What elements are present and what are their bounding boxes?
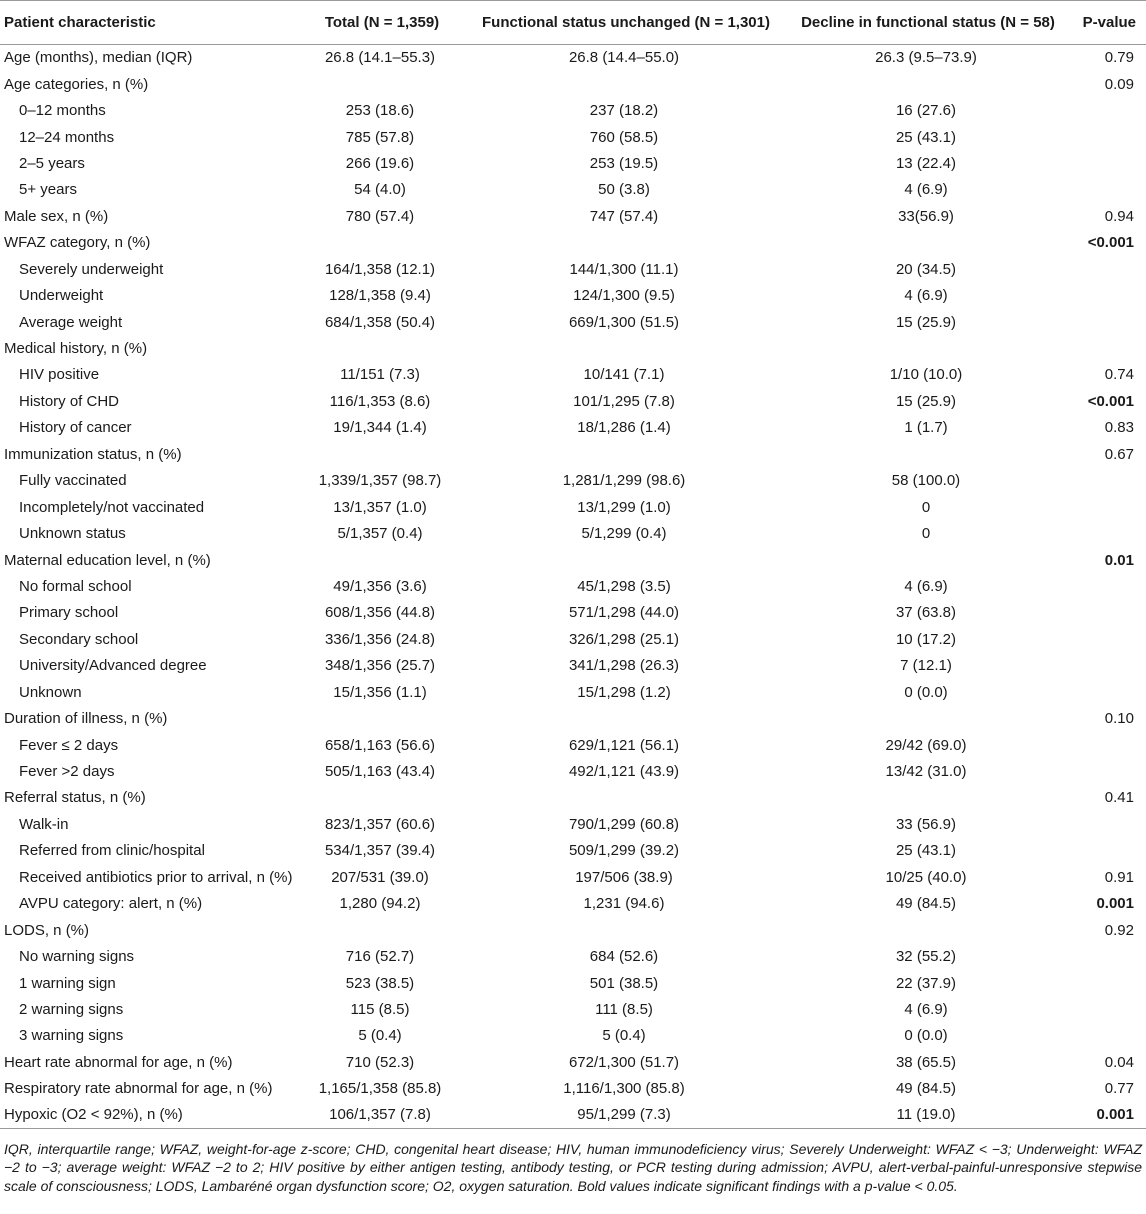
table-row [0, 441, 1146, 467]
cell-unchanged: 501 (38.5) [589, 974, 659, 992]
row-label: 0–12 months [19, 102, 106, 120]
cell-p-value: 0.001 [1096, 895, 1134, 913]
row-label: 2–5 years [19, 154, 85, 172]
table-row [0, 811, 1146, 837]
cell-decline: 4 (6.9) [904, 181, 948, 199]
row-label: No warning signs [19, 948, 135, 966]
table-row [0, 1102, 1146, 1128]
cell-p-value: 0.91 [1104, 868, 1134, 886]
cell-p-value: 0.94 [1104, 207, 1134, 225]
cell-p-value [1064, 626, 1146, 652]
row-label: Duration of illness, n (%) [4, 710, 168, 728]
cell-total [300, 917, 460, 943]
cell-p-value: <0.001 [1087, 392, 1134, 410]
cell-unchanged [460, 705, 788, 731]
cell-total: 523 (38.5) [345, 974, 415, 992]
table-row [0, 838, 1146, 864]
cell-decline: 13/42 (31.0) [885, 763, 967, 781]
table-row [0, 679, 1146, 705]
table-row [0, 282, 1146, 308]
cell-p-value: 0.67 [1104, 445, 1134, 463]
row-label: WFAZ category, n (%) [4, 234, 151, 252]
cell-unchanged: 124/1,300 (9.5) [573, 287, 675, 305]
cell-total: 608/1,356 (44.8) [324, 604, 436, 622]
cell-unchanged [460, 230, 788, 256]
table-row [0, 230, 1146, 256]
cell-unchanged: 669/1,300 (51.5) [568, 313, 680, 331]
row-label: Referred from clinic/hospital [19, 842, 205, 860]
cell-p-value: 0.74 [1104, 366, 1134, 384]
table-row [0, 891, 1146, 917]
table-row [0, 494, 1146, 520]
cell-unchanged: 95/1,299 (7.3) [460, 1102, 788, 1128]
cell-total: 505/1,163 (43.4) [324, 763, 436, 781]
cell-decline: 16 (27.6) [895, 102, 957, 120]
cell-decline: 1 (1.7) [904, 419, 948, 437]
cell-decline: 4 (6.9) [904, 287, 948, 305]
cell-unchanged: 790/1,299 (60.8) [568, 815, 680, 833]
cell-p-value [1064, 996, 1146, 1022]
cell-unchanged: 197/506 (38.9) [575, 868, 673, 886]
cell-decline: 0 (0.0) [904, 1027, 948, 1045]
cell-p-value [1064, 335, 1146, 361]
cell-unchanged [460, 785, 788, 811]
cell-total: 1,339/1,357 (98.7) [318, 472, 442, 490]
row-label: 3 warning signs [19, 1027, 124, 1045]
header-functional-decline: Decline in functional status (N = 58) [788, 1, 1064, 45]
cell-decline [788, 230, 1064, 256]
table-row [0, 600, 1146, 626]
row-label: 5+ years [19, 181, 77, 199]
table-row [0, 1049, 1146, 1075]
cell-p-value: 0.10 [1104, 710, 1134, 728]
row-label: 2 warning signs [19, 1000, 124, 1018]
cell-p-value: 0.79 [1104, 49, 1134, 67]
row-label: Hypoxic (O2 < 92%), n (%) [0, 1102, 300, 1128]
cell-p-value [1064, 282, 1146, 308]
cell-total: 710 (52.3) [345, 1053, 415, 1071]
cell-decline: 4 (6.9) [904, 1000, 948, 1018]
row-label: 1 warning sign [19, 974, 116, 992]
table-row [0, 388, 1146, 414]
cell-decline: 20 (34.5) [895, 260, 957, 278]
cell-decline: 7 (12.1) [900, 657, 952, 675]
cell-p-value [1064, 309, 1146, 335]
cell-decline: 15 (25.9) [895, 313, 957, 331]
cell-p-value: 0.77 [1104, 1080, 1134, 1098]
row-label: Average weight [19, 313, 123, 331]
cell-decline [788, 71, 1064, 97]
table-row [0, 256, 1146, 282]
cell-total: 348/1,356 (25.7) [324, 657, 436, 675]
cell-unchanged: 253 (19.5) [589, 154, 659, 172]
row-label: Walk-in [19, 815, 69, 833]
cell-decline: 0 (0.0) [904, 683, 948, 701]
cell-unchanged: 13/1,299 (1.0) [577, 498, 671, 516]
cell-p-value [1064, 573, 1146, 599]
cell-p-value [1064, 494, 1146, 520]
table-row [0, 864, 1146, 890]
cell-unchanged: 341/1,298 (26.3) [568, 657, 680, 675]
cell-total: 116/1,353 (8.6) [329, 392, 431, 410]
cell-decline: 49 (84.5) [895, 895, 957, 913]
cell-total [300, 705, 460, 731]
cell-total [300, 785, 460, 811]
cell-unchanged [460, 71, 788, 97]
cell-unchanged [460, 917, 788, 943]
cell-total: 115 (8.5) [350, 1000, 410, 1018]
row-label: Respiratory rate abnormal for age, n (%) [4, 1080, 273, 1098]
cell-p-value [1064, 943, 1146, 969]
row-label: Primary school [19, 604, 119, 622]
table-row [0, 705, 1146, 731]
cell-decline: 11 (19.0) [788, 1102, 1064, 1128]
cell-unchanged: 492/1,121 (43.9) [568, 763, 680, 781]
cell-decline: 38 (65.5) [895, 1053, 957, 1071]
header-functional-unchanged: Functional status unchanged (N = 1,301) [460, 1, 788, 45]
cell-decline: 13 (22.4) [895, 154, 957, 172]
cell-unchanged: 672/1,300 (51.7) [568, 1053, 680, 1071]
cell-p-value: 0.83 [1104, 419, 1134, 437]
cell-p-value [1064, 653, 1146, 679]
row-label: Male sex, n (%) [4, 207, 109, 225]
cell-total: 534/1,357 (39.4) [324, 842, 436, 860]
row-label: Referral status, n (%) [4, 789, 146, 807]
cell-p-value [1064, 97, 1146, 123]
cell-p-value [1064, 1023, 1146, 1049]
row-label: Unknown status [19, 525, 126, 543]
cell-total: 780 (57.4) [345, 207, 415, 225]
cell-decline: 25 (43.1) [895, 128, 957, 146]
table-row [0, 468, 1146, 494]
row-label: Underweight [19, 287, 104, 305]
cell-total: 5 (0.4) [358, 1027, 402, 1045]
cell-total: 19/1,344 (1.4) [333, 419, 427, 437]
cell-p-value: 0.41 [1104, 789, 1134, 807]
cell-total [300, 441, 460, 467]
table-row [0, 415, 1146, 441]
cell-decline: 1/10 (10.0) [889, 366, 963, 384]
table-row [0, 309, 1146, 335]
cell-p-value [1064, 256, 1146, 282]
cell-total [300, 230, 460, 256]
table-row [0, 970, 1146, 996]
cell-p-value [1064, 732, 1146, 758]
cell-p-value: 0.001 [1064, 1102, 1146, 1128]
table-row [0, 71, 1146, 97]
cell-unchanged: 5 (0.4) [602, 1027, 646, 1045]
cell-unchanged: 747 (57.4) [589, 207, 659, 225]
cell-decline [788, 917, 1064, 943]
table-row [0, 917, 1146, 943]
cell-total [300, 335, 460, 361]
cell-p-value: <0.001 [1087, 234, 1134, 252]
row-label: Incompletely/not vaccinated [19, 498, 205, 516]
table-row [0, 520, 1146, 546]
cell-unchanged: 18/1,286 (1.4) [577, 419, 671, 437]
table-row [0, 626, 1146, 652]
cell-decline [788, 705, 1064, 731]
cell-unchanged: 1,116/1,300 (85.8) [563, 1080, 685, 1098]
row-label: Fever ≤ 2 days [19, 736, 119, 754]
cell-total: 253 (18.6) [345, 102, 415, 120]
cell-decline: 26.3 (9.5–73.9) [875, 49, 977, 67]
table-row [0, 653, 1146, 679]
row-label: HIV positive [19, 366, 100, 384]
table-row [0, 996, 1146, 1022]
cell-unchanged: 760 (58.5) [589, 128, 659, 146]
row-label: Severely underweight [19, 260, 164, 278]
cell-total: 13/1,357 (1.0) [333, 498, 427, 516]
cell-total: 658/1,163 (56.6) [324, 736, 436, 754]
cell-unchanged: 10/141 (7.1) [583, 366, 665, 384]
cell-total: 106/1,357 (7.8) [300, 1102, 460, 1128]
cell-unchanged [460, 441, 788, 467]
cell-p-value [1064, 468, 1146, 494]
cell-unchanged: 45/1,298 (3.5) [577, 577, 671, 595]
cell-total: 1,280 (94.2) [339, 895, 421, 913]
cell-p-value: 0.92 [1104, 921, 1134, 939]
row-label: AVPU category: alert, n (%) [19, 895, 203, 913]
cell-p-value [1064, 679, 1146, 705]
cell-total: 49/1,356 (3.6) [333, 577, 427, 595]
cell-p-value [1064, 177, 1146, 203]
row-label: Maternal education level, n (%) [4, 551, 211, 569]
table-row [0, 547, 1146, 573]
cell-unchanged: 326/1,298 (25.1) [568, 630, 680, 648]
table-row [0, 150, 1146, 176]
cell-decline [788, 441, 1064, 467]
cell-p-value [1064, 758, 1146, 784]
cell-p-value: 0.01 [1104, 551, 1134, 569]
cell-total: 266 (19.6) [345, 154, 415, 172]
table-row [0, 124, 1146, 150]
cell-decline: 15 (25.9) [895, 392, 957, 410]
cell-decline: 10 (17.2) [895, 630, 957, 648]
cell-p-value: 0.09 [1104, 75, 1134, 93]
cell-p-value [1064, 838, 1146, 864]
cell-unchanged: 629/1,121 (56.1) [568, 736, 680, 754]
table-row [0, 732, 1146, 758]
table-row [0, 573, 1146, 599]
cell-unchanged: 237 (18.2) [589, 102, 659, 120]
cell-total: 128/1,358 (9.4) [329, 287, 431, 305]
cell-total: 684/1,358 (50.4) [324, 313, 436, 331]
header-p-value: P-value [1064, 1, 1146, 45]
row-label: Immunization status, n (%) [4, 445, 182, 463]
table-row [0, 1076, 1146, 1102]
cell-total: 164/1,358 (12.1) [324, 260, 436, 278]
table-row [0, 785, 1146, 811]
cell-total: 336/1,356 (24.8) [324, 630, 436, 648]
cell-decline: 33 (56.9) [895, 815, 957, 833]
cell-unchanged: 1,281/1,299 (98.6) [562, 472, 686, 490]
cell-decline [788, 547, 1064, 573]
cell-decline: 33(56.9) [898, 207, 954, 225]
table-row [0, 1023, 1146, 1049]
cell-p-value [1064, 150, 1146, 176]
cell-unchanged: 509/1,299 (39.2) [568, 842, 680, 860]
header-total: Total (N = 1,359) [300, 1, 460, 45]
cell-unchanged: 15/1,298 (1.2) [577, 683, 671, 701]
cell-unchanged: 144/1,300 (11.1) [569, 260, 679, 278]
table-footnote: IQR, interquartile range; WFAZ, weight-for-age z-score; CHD, congenital heart disease; HIV, human immunodeficiency virus; Severely Underweight: WFAZ < −3; Underweight: WFAZ −2 to −3; average weight: WFAZ −2 to 2; HIV positive by either antigen testing, antibody testing, or PCR testing during admission; AVPU, alert-verbal-painful-unresponsive stepwise scale of consciousness; LODS, Lambaréné organ dysfunction score; O2, oxygen saturation. Bold values indicate significant findings with a p-value < 0.05. [4, 1140, 1142, 1194]
cell-decline: 25 (43.1) [895, 842, 957, 860]
row-label: LODS, n (%) [4, 921, 90, 939]
cell-total: 207/531 (39.0) [331, 868, 429, 886]
table-row [0, 362, 1146, 388]
table-row [0, 45, 1146, 71]
table-body [0, 45, 1146, 1129]
cell-unchanged: 1,231 (94.6) [583, 895, 665, 913]
cell-unchanged: 571/1,298 (44.0) [568, 604, 680, 622]
cell-decline: 32 (55.2) [895, 948, 957, 966]
row-label: University/Advanced degree [19, 657, 207, 675]
cell-unchanged: 26.8 (14.4–55.0) [568, 49, 680, 67]
cell-decline: 4 (6.9) [904, 577, 948, 595]
cell-unchanged: 101/1,295 (7.8) [573, 392, 675, 410]
cell-total [300, 547, 460, 573]
row-label: Age (months), median (IQR) [4, 49, 193, 67]
table-row [0, 943, 1146, 969]
cell-p-value [1064, 600, 1146, 626]
cell-p-value [1064, 520, 1146, 546]
cell-total: 11/151 (7.3) [340, 366, 420, 384]
cell-decline: 49 (84.5) [895, 1080, 957, 1098]
cell-decline [788, 785, 1064, 811]
cell-unchanged [460, 335, 788, 361]
cell-total: 716 (52.7) [345, 948, 415, 966]
row-label: Medical history, n (%) [4, 340, 148, 358]
cell-decline: 10/25 (40.0) [885, 868, 967, 886]
cell-decline: 0 [921, 525, 931, 543]
cell-p-value: 0.04 [1104, 1053, 1134, 1071]
cell-p-value [1064, 811, 1146, 837]
cell-total [300, 71, 460, 97]
cell-total: 5/1,357 (0.4) [337, 525, 423, 543]
header-patient-characteristic: Patient characteristic [0, 1, 300, 45]
cell-total: 54 (4.0) [354, 181, 406, 199]
table-row [0, 177, 1146, 203]
row-label: Fully vaccinated [19, 472, 127, 490]
cell-decline: 37 (63.8) [895, 604, 957, 622]
row-label: History of CHD [19, 392, 120, 410]
cell-total: 15/1,356 (1.1) [333, 683, 427, 701]
row-label: Secondary school [19, 630, 139, 648]
cell-total: 785 (57.8) [345, 128, 415, 146]
row-label: Heart rate abnormal for age, n (%) [4, 1053, 233, 1071]
cell-total: 26.8 (14.1–55.3) [324, 49, 436, 67]
cell-unchanged: 684 (52.6) [589, 948, 659, 966]
row-label: History of cancer [19, 419, 132, 437]
row-label: Received antibiotics prior to arrival, n (%) [19, 868, 293, 886]
table-row [0, 758, 1146, 784]
row-label: Age categories, n (%) [4, 75, 149, 93]
table-row [0, 203, 1146, 229]
row-label: 12–24 months [19, 128, 115, 146]
cell-unchanged: 111 (8.5) [595, 1000, 653, 1018]
cell-decline [788, 335, 1064, 361]
cell-total: 1,165/1,358 (85.8) [318, 1080, 442, 1098]
row-label: Unknown [19, 683, 82, 701]
row-label: Fever >2 days [19, 763, 115, 781]
cell-p-value [1064, 970, 1146, 996]
cell-decline: 58 (100.0) [891, 472, 961, 490]
row-label: No formal school [19, 577, 132, 595]
cell-total: 823/1,357 (60.6) [324, 815, 436, 833]
table-row [0, 97, 1146, 123]
cell-unchanged [460, 547, 788, 573]
table-row [0, 335, 1146, 361]
cell-decline: 0 [921, 498, 931, 516]
cell-decline: 29/42 (69.0) [885, 736, 967, 754]
cell-unchanged: 5/1,299 (0.4) [581, 525, 667, 543]
cell-p-value [1064, 124, 1146, 150]
cell-decline: 22 (37.9) [895, 974, 957, 992]
table-header-row [0, 1, 1146, 45]
cell-unchanged: 50 (3.8) [598, 181, 650, 199]
